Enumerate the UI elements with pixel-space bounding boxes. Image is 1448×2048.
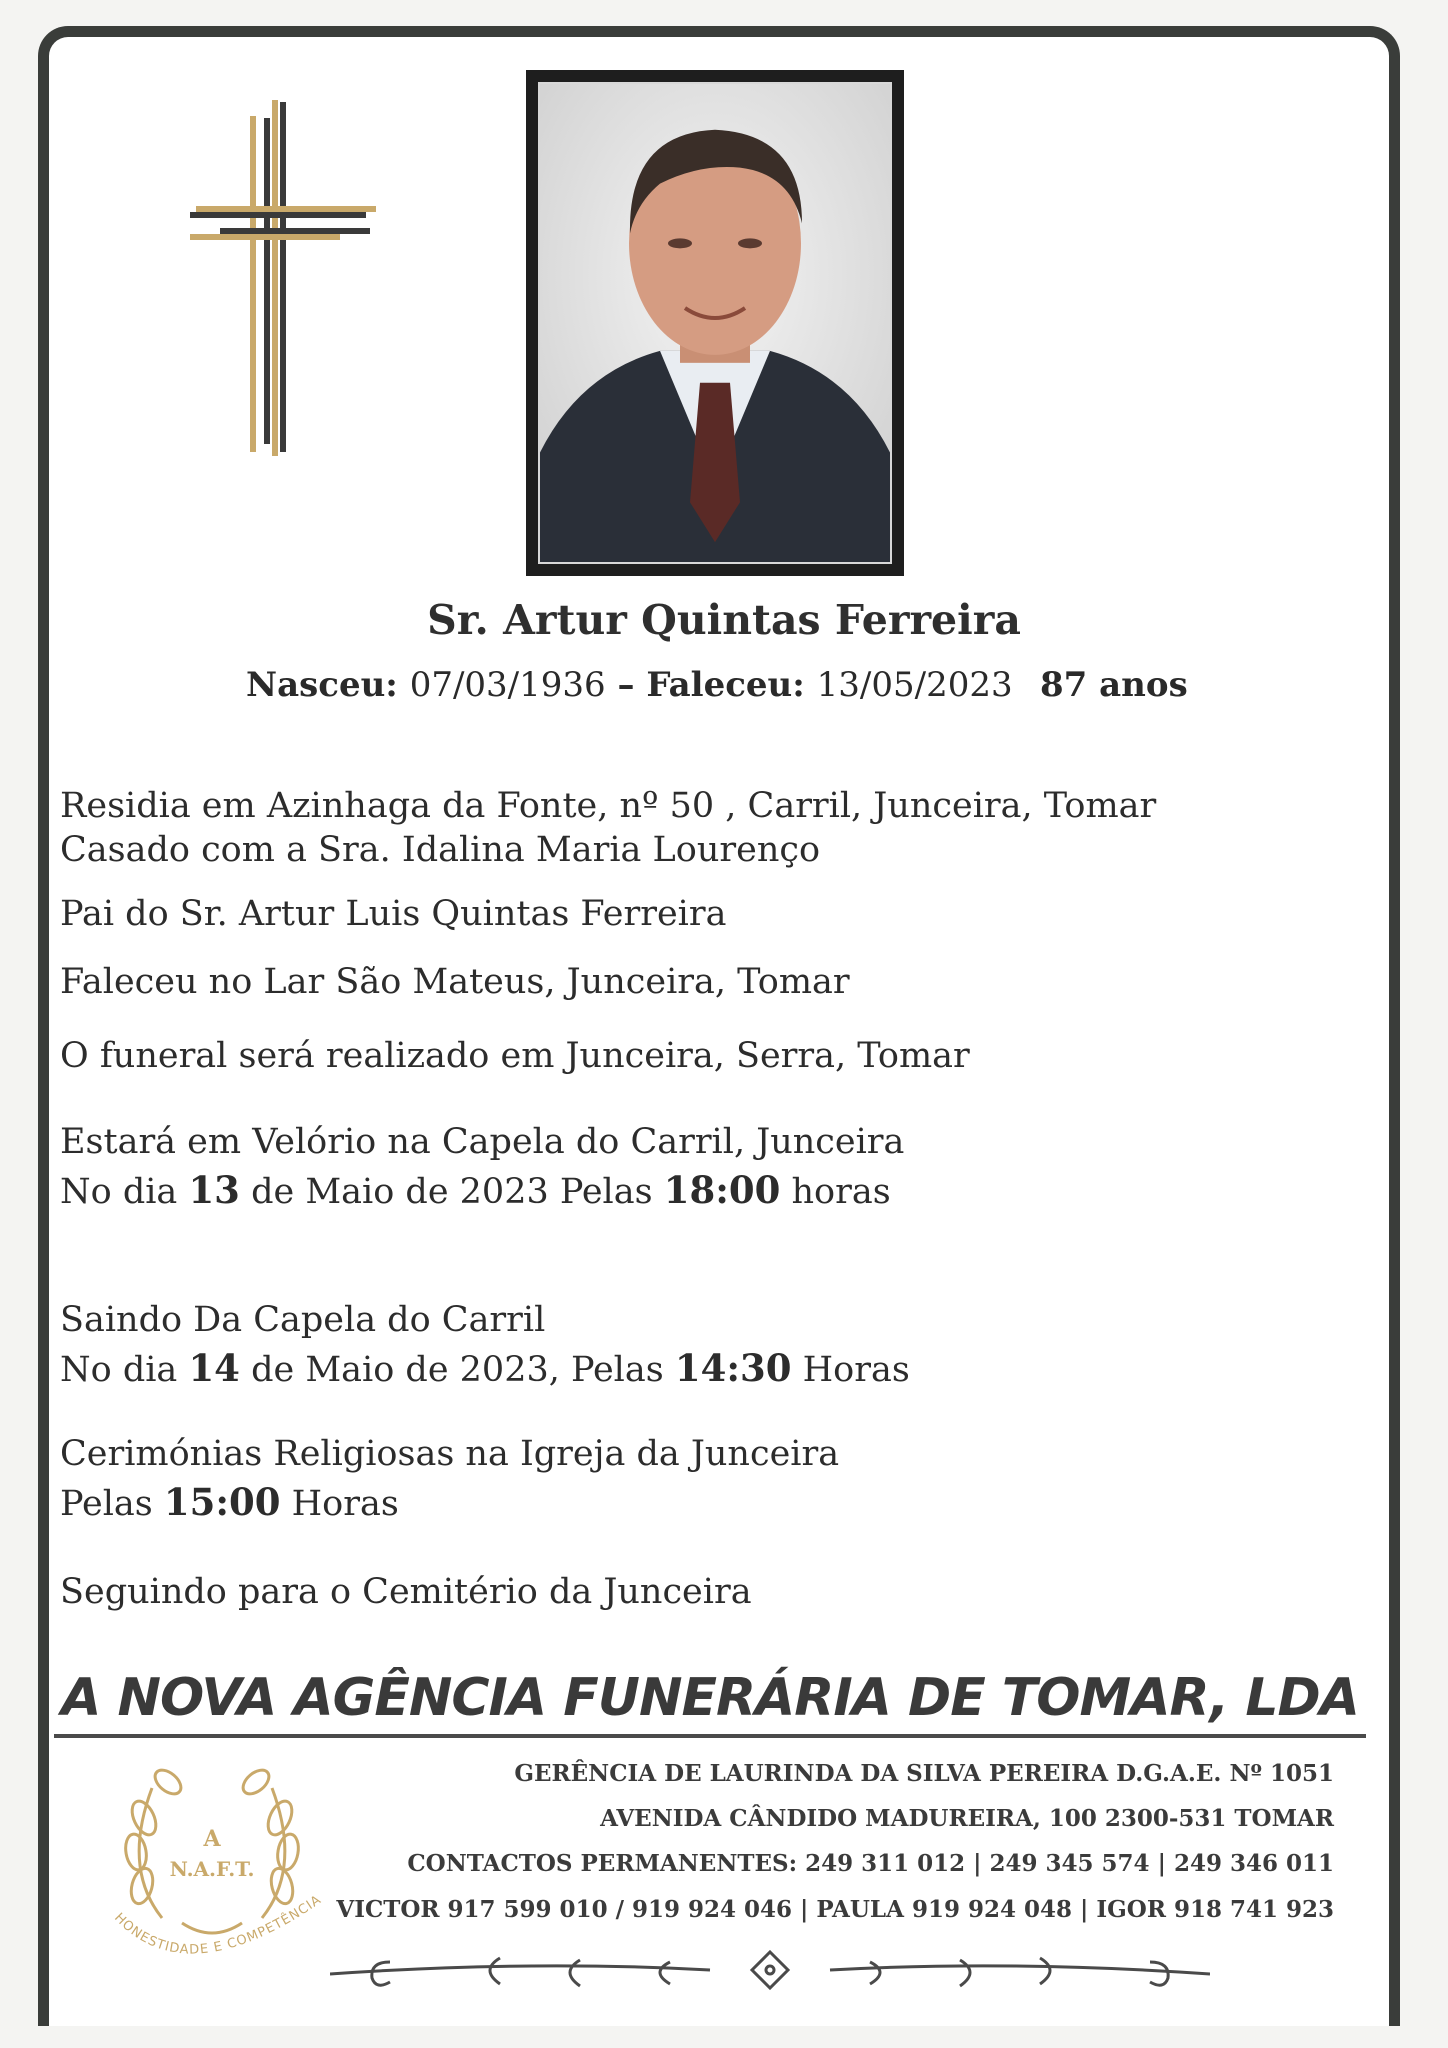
emblem-motto: HONESTIDADE E COMPETÊNCIA <box>111 1892 325 1958</box>
died-label: Faleceu: <box>646 665 805 705</box>
residence-line: Residia em Azinhaga da Fonte, nº 50 , Carril, Junceira, Tomar <box>60 786 1157 826</box>
agency-staff-contacts: VICTOR 917 599 010 / 919 924 046 | PAULA 919 924 048 | IGOR 918 741 923 <box>336 1896 1334 1923</box>
ceremony-time: 15:00 <box>163 1480 281 1524</box>
age: 87 anos <box>1040 665 1188 705</box>
departure-suffix: Horas <box>802 1350 910 1390</box>
vigil-location-line: Estará em Velório na Capela do Carril, Junceira <box>60 1122 905 1162</box>
agency-management: GERÊNCIA DE LAURINDA DA SILVA PEREIRA D.G.A.E. Nº 1051 <box>514 1760 1334 1787</box>
place-of-death-line: Faleceu no Lar São Mateus, Junceira, Tomar <box>60 962 850 1002</box>
cross-icon <box>180 100 380 470</box>
vigil-time-line <box>60 1168 891 1212</box>
emblem-letter: A <box>203 1826 221 1852</box>
ceremony-suffix: Horas <box>291 1484 399 1524</box>
departure-prefix: No dia <box>60 1350 178 1390</box>
born-date: 07/03/1936 <box>409 665 606 705</box>
departure-date-text: de Maio de 2023, Pelas <box>251 1350 664 1390</box>
departure-time: 14:30 <box>674 1346 792 1390</box>
portrait-photo <box>526 70 904 576</box>
vigil-day: 13 <box>188 1168 240 1212</box>
vigil-time: 18:00 <box>663 1168 781 1212</box>
vigil-prefix: No dia <box>60 1172 178 1212</box>
departure-time-line <box>60 1346 910 1390</box>
funeral-location-line: O funeral será realizado em Junceira, Serra, Tomar <box>60 1036 970 1076</box>
agency-name: A NOVA AGÊNCIA FUNERÁRIA DE TOMAR, LDA <box>61 1668 1359 1728</box>
departure-day: 14 <box>188 1346 240 1390</box>
ceremony-time-line <box>60 1480 399 1524</box>
agency-address: AVENIDA CÂNDIDO MADUREIRA, 100 2300-531 TOMAR <box>600 1805 1334 1832</box>
ceremony-prefix: Pelas <box>60 1484 153 1524</box>
born-label: Nasceu: <box>246 665 398 705</box>
date-separator: – <box>617 665 647 705</box>
emblem-abbr: N.A.F.T. <box>169 1857 255 1881</box>
ornament-divider <box>330 1940 1210 2000</box>
naft-emblem-icon <box>92 1748 342 1984</box>
agency-permanent-contacts: CONTACTOS PERMANENTES: 249 311 012 | 249 345 574 | 249 346 011 <box>407 1850 1334 1877</box>
deceased-name: Sr. Artur Quintas Ferreira <box>427 596 1021 644</box>
spouse-line: Casado com a Sra. Idalina Maria Lourenço <box>60 830 821 870</box>
vigil-date-text: de Maio de 2023 Pelas <box>251 1172 653 1212</box>
life-dates <box>246 665 1188 705</box>
child-line: Pai do Sr. Artur Luis Quintas Ferreira <box>60 894 727 934</box>
ceremony-location-line: Cerimónias Religiosas na Igreja da Junceira <box>60 1434 840 1474</box>
died-date: 13/05/2023 <box>816 665 1013 705</box>
vigil-suffix: horas <box>791 1172 891 1212</box>
agency-divider <box>54 1734 1366 1738</box>
departure-location-line: Saindo Da Capela do Carril <box>60 1300 546 1340</box>
burial-line: Seguindo para o Cemitério da Junceira <box>60 1572 752 1612</box>
